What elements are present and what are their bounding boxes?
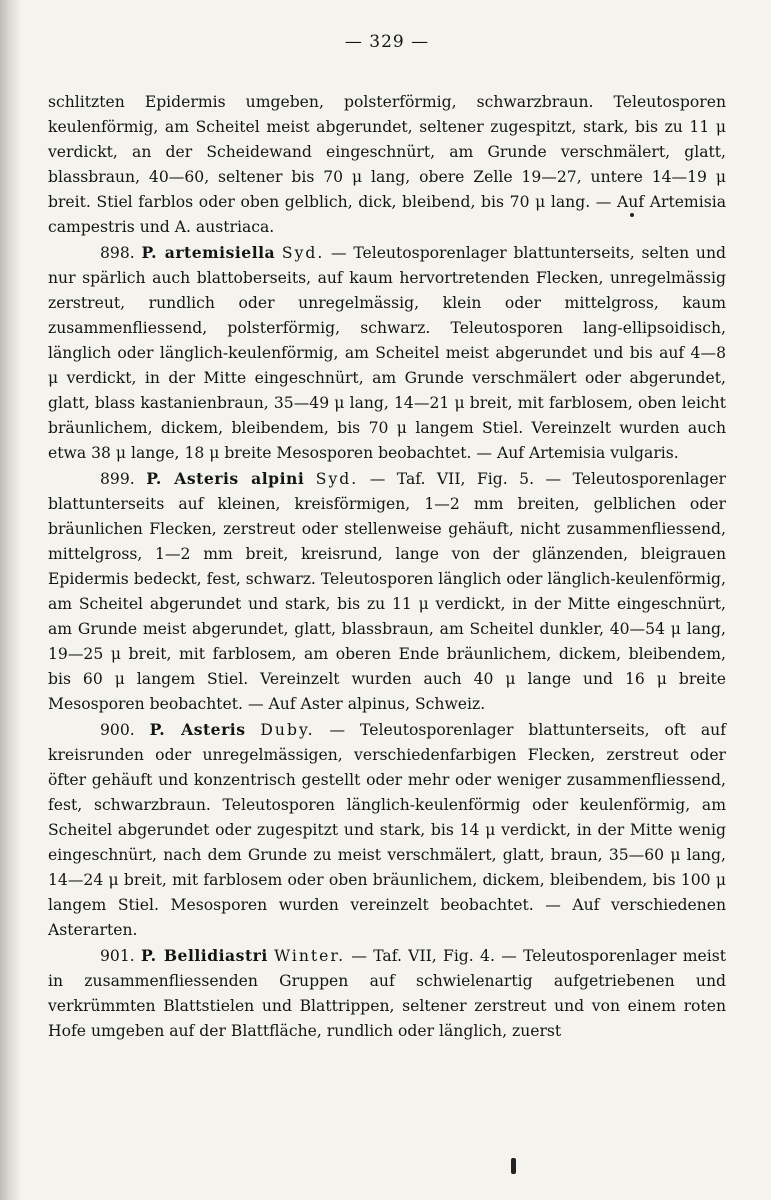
species-name: P. Asteris alpini	[146, 469, 305, 488]
entry-number: 901.	[100, 947, 135, 965]
entry-description: — Taf. VII, Fig. 5. — Teleutosporenlager blattunterseits auf kleinen, kreisförmigen, 1—2 mm breiten, gelblichen oder bräunlichen Flecken, zerstreut oder stellenweise gehäuft, nicht zusammenfliessend, mittelgross, 1—2 mm breit, kreisrund, lange von der glänzenden, bleigrauen Epidermis bedeckt, fest, schwarz. Teleutosporen länglich oder länglich-keulenförmig, am Scheitel abgerundet und stark, bis zu 11 μ verdickt, in der Mitte eingeschnürt, am Grunde meist abgerundet, glatt, blassbraun, am Scheitel dunkler, 40—54 μ lang, 19—25 μ breit, mit farblosem, am oberen Ende bräunlichem, dickem, bleibendem, bis 60 μ langem Stiel. Vereinzelt wurden auch 40 μ lange und 16 μ breite Mesosporen beobachtet. — Auf Aster alpinus, Schweiz.	[48, 470, 727, 713]
species-entry-899	[48, 466, 726, 717]
species-name: P. artemisiella	[141, 243, 276, 262]
ink-speck	[630, 213, 634, 217]
page-body	[48, 90, 726, 1044]
species-author: Duby.	[260, 721, 315, 739]
entry-description: — Taf. VII, Fig. 4. — Teleutosporenlager meist in zusammenfliessenden Gruppen auf schwielenartig aufgetriebenen und verkrümmten Blattstielen und Blattrippen, seltener zerstreut und von einem roten Hofe umgeben auf der Blattfläche, rundlich oder länglich, zuerst	[48, 947, 727, 1040]
ink-speck	[511, 1158, 516, 1174]
entry-description: — Teleutosporenlager blattunterseits, oft auf kreisrunden oder unregelmässigen, verschiedenfarbigen Flecken, zerstreut oder öfter gehäuft und konzentrisch gestellt oder mehr oder weniger zusammenfliessend, fest, schwarzbraun. Teleutosporen länglich-keulenförmig oder keulenförmig, am Scheitel abgerundet oder zugespitzt und stark, bis 14 μ verdickt, in der Mitte wenig eingeschnürt, nach dem Grunde zu meist verschmälert, glatt, braun, 35—60 μ lang, 14—24 μ breit, mit farblosem oder oben bräunlichem, dickem, bleibendem, bis 100 μ langem Stiel. Mesosporen wurden vereinzelt beobachtet. — Auf verschiedenen Asterarten.	[48, 721, 726, 939]
book-page	[48, 32, 726, 1044]
page-number: — 329 —	[344, 32, 430, 52]
paragraph-text: schlitzten Epidermis umgeben, polsterförmig, schwarzbraun. Teleutosporen keulenförmig, am Scheitel meist abgerundet, seltener zugespitzt, stark, bis zu 11 μ verdickt, an der Scheidewand eingeschnürt, am Grunde verschmälert, glatt, blassbraun, 40—60, seltener bis 70 μ lang, obere Zelle 19—27, untere 14—19 μ breit. Stiel farblos oder oben gelblich, dick, bleibend, bis 70 μ lang. — Auf Artemisia campestris und A. austriaca.	[48, 93, 726, 236]
entry-description: — Teleutosporenlager blattunterseits, selten und nur spärlich auch blattoberseits, auf kaum hervortretenden Flecken, unregelmässig zerstreut, rundlich oder unregelmässig, klein oder mittelgross, kaum zusammenfliessend, polsterförmig, schwarz. Teleutosporen lang-ellipsoidisch, länglich oder länglich-keulenförmig, am Scheitel meist abgerundet und bis auf 4—8 μ verdickt, in der Mitte eingeschnürt, am Grunde verschmälert oder abgerundet, glatt, blass kastanienbraun, 35—49 μ lang, 14—21 μ breit, mit farblosem, oben leicht bräunlichem, dickem, bleibendem, bis 70 μ langem Stiel. Vereinzelt wurden auch etwa 38 μ lange, 18 μ breite Mesosporen beobachtet. — Auf Artemisia vulgaris.	[48, 244, 726, 462]
entry-number: 900.	[100, 721, 135, 739]
species-name: P. Bellidiastri	[141, 946, 268, 965]
continuation-paragraph	[48, 90, 726, 240]
species-entry-901	[48, 943, 726, 1044]
entry-number: 898.	[100, 244, 135, 262]
species-name: P. Asteris	[149, 720, 246, 739]
species-entry-900	[48, 717, 726, 943]
page-binding-shadow	[0, 0, 22, 1200]
species-author: Syd.	[315, 470, 359, 488]
species-author: Syd.	[281, 244, 325, 262]
entry-number: 899.	[100, 470, 135, 488]
species-entry-898	[48, 240, 726, 466]
species-author: Winter.	[274, 947, 346, 965]
